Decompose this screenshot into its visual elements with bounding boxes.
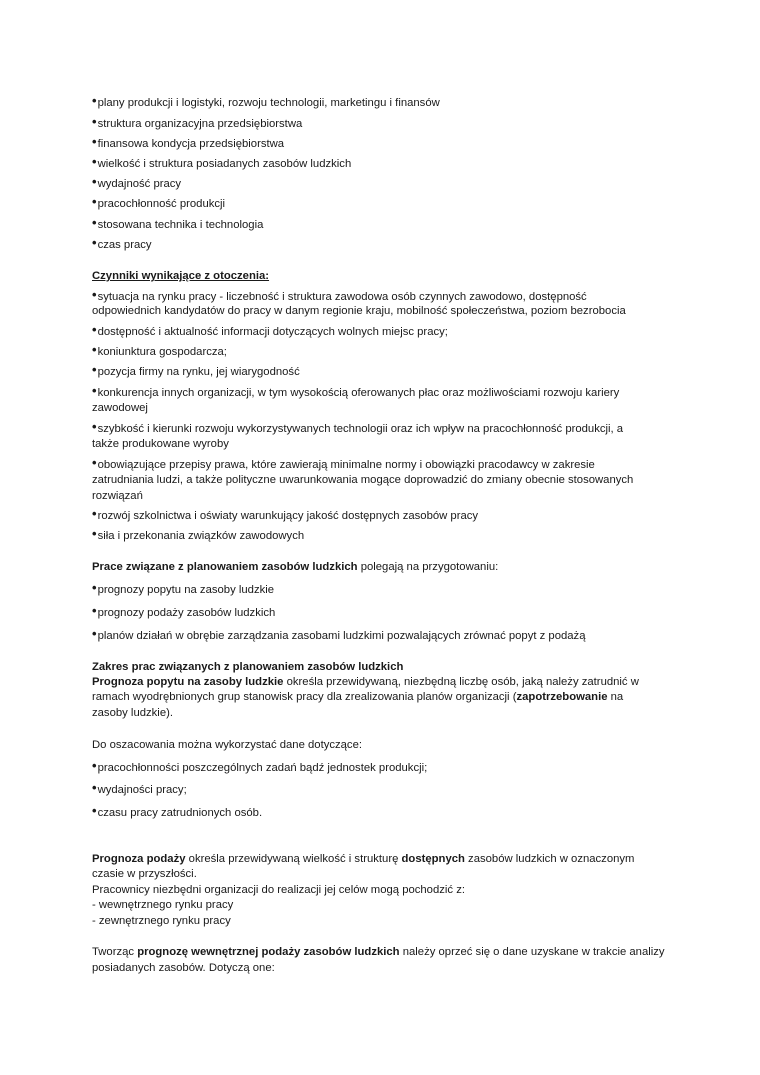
internal-supply-line-1 [92, 944, 672, 960]
supply-paragraph-line-1 [92, 851, 672, 867]
list-item: • obowiązujące przepisy prawa, które zawierają minimalne normy i obowiązki pracodawcy w zakresie [92, 456, 672, 473]
list-item-continuation: odpowiednich kandydatów do pracy w danym regionie kraju, mobilność społeczeństwa, poziom bezrobocia [92, 305, 626, 317]
list-item: • czas pracy [92, 236, 672, 253]
list-item: • stosowana technika i technologia [92, 216, 672, 233]
supply-paragraph-line-2: czasie w przyszłości. [92, 868, 197, 880]
supply-text-2: zasobów ludzkich w oznaczonym [464, 853, 635, 865]
list-item: • czasu pracy zatrudnionych osób. [92, 804, 672, 821]
demand-bold: Prognoza popytu na zasoby ludzkie [92, 676, 284, 688]
list-item: • dostępność i aktualność informacji dotyczących wolnych miejsc pracy; [92, 323, 672, 340]
list-item: • finansowa kondycja przedsiębiorstwa [92, 135, 672, 152]
list-item: • wielkość i struktura posiadanych zasobów ludzkich [92, 155, 672, 172]
planning-intro-rest: polegają na przygotowaniu: [357, 561, 499, 573]
supply-paragraph-line-3: Pracownicy niezbędni organizacji do realizacji jej celów mogą pochodzić z: [92, 884, 465, 896]
list-item: • konkurencja innych organizacji, w tym wysokością oferowanych płac oraz możliwościami rozwoju kariery [92, 384, 672, 401]
internal-supply-text-1: Tworząc [92, 946, 138, 958]
supply-text-1: określa przewidywaną wielkość i strukturę [185, 853, 402, 865]
demand-text-2: ramach wyodrębnionych grup stanowisk pracy dla zrealizowania planów organizacji ( [92, 691, 517, 703]
list-item: • struktura organizacyjna przedsiębiorstwa [92, 115, 672, 132]
list-item: • koniunktura gospodarcza; [92, 343, 672, 360]
list-item: • sytuacja na rynku pracy - liczebność i struktura zawodowa osób czynnych zawodowo, dostępność [92, 288, 672, 305]
list-item: • plany produkcji i logistyki, rozwoju technologii, marketingu i finansów [92, 94, 672, 111]
list-item: • pracochłonności poszczególnych zadań bądź jednostek produkcji; [92, 759, 672, 776]
estimate-intro: Do oszacowania można wykorzystać dane dotyczące: [92, 739, 362, 751]
list-item: • planów działań w obrębie zarządzania zasobami ludzkimi pozwalających zrównać popyt z podażą [92, 627, 672, 644]
supply-paragraph-line-5: - zewnętrznego rynku pracy [92, 915, 231, 927]
internal-supply-text-2: należy oprzeć się o dane uzyskane w trakcie analizy [399, 946, 665, 958]
supply-bold-2: dostępnych [401, 853, 465, 865]
list-item: • wydajność pracy [92, 175, 672, 192]
list-item: • siła i przekonania związków zawodowych [92, 527, 672, 544]
demand-text: określa przewidywaną, niezbędną liczbę osób, jaką należy zatrudnić w [283, 676, 639, 688]
list-item: • pozycja firmy na rynku, jej wiarygodność [92, 363, 672, 380]
section-heading-environment: Czynniki wynikające z otoczenia: [92, 270, 270, 282]
demand-tail-2: na [607, 691, 624, 703]
list-item: • prognozy popytu na zasoby ludzkie [92, 581, 672, 598]
internal-supply-bold: prognozę wewnętrznej podaży zasobów ludzkich [137, 946, 400, 958]
planning-intro [92, 559, 672, 575]
list-item: • pracochłonność produkcji [92, 195, 672, 212]
list-item-continuation: rozwiązań [92, 490, 143, 502]
demand-paragraph-line-1 [92, 674, 672, 690]
demand-bold-2: zapotrzebowanie [516, 691, 608, 703]
list-item-continuation: także produkowane wyroby [92, 438, 229, 450]
demand-paragraph-line-3: zasoby ludzkie). [92, 707, 173, 719]
section-heading-scope: Zakres prac związanych z planowaniem zasobów ludzkich [92, 661, 404, 673]
planning-intro-bold: Prace związane z planowaniem zasobów ludzkich [92, 561, 358, 573]
internal-supply-line-2: posiadanych zasobów. Dotyczą one: [92, 962, 275, 974]
list-item-continuation: zatrudniania ludzi, a także polityczne uwarunkowania mogące doprowadzić do zmiany obecnie stosowanych [92, 474, 634, 486]
supply-paragraph-line-4: - wewnętrznego rynku pracy [92, 899, 234, 911]
list-item: • prognozy podaży zasobów ludzkich [92, 604, 672, 621]
list-item: • rozwój szkolnictwa i oświaty warunkujący jakość dostępnych zasobów pracy [92, 507, 672, 524]
list-item: • wydajności pracy; [92, 781, 672, 798]
demand-paragraph-line-2 [92, 689, 672, 705]
list-item-continuation: zawodowej [92, 402, 148, 414]
list-item: • szybkość i kierunki rozwoju wykorzystywanych technologii oraz ich wpływ na pracochłonność produkcji, a [92, 420, 672, 437]
supply-bold-1: Prognoza podaży [92, 853, 186, 865]
